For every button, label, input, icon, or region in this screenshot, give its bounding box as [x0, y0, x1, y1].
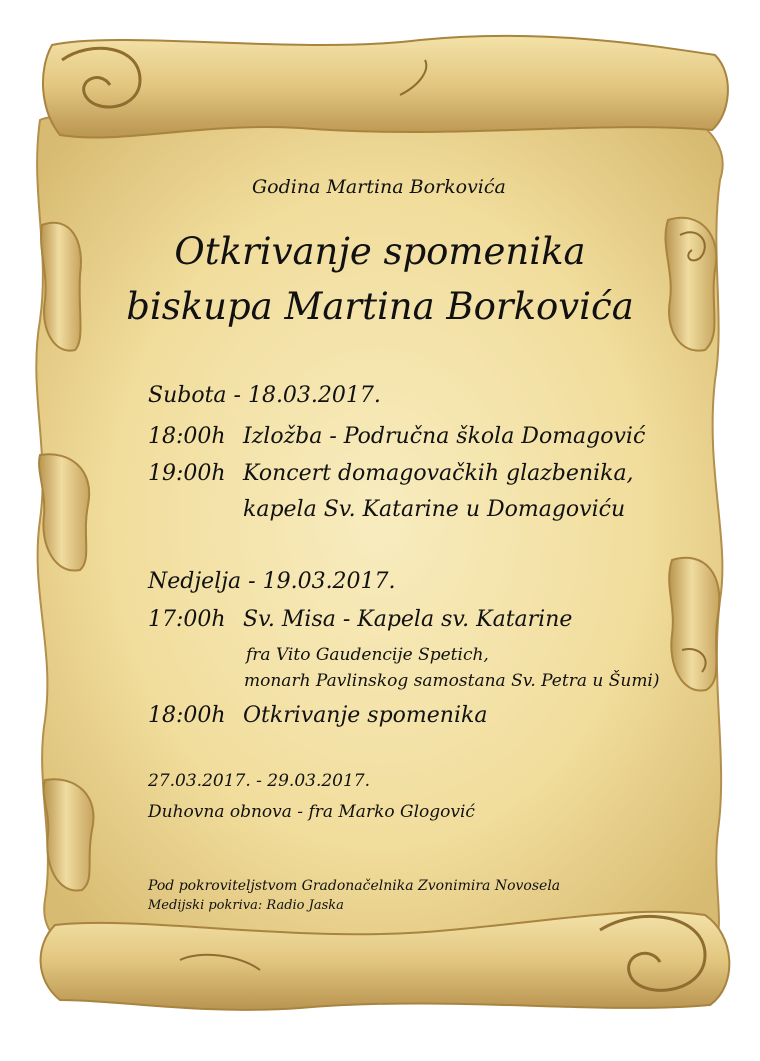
- item-time: 19:00h: [148, 461, 226, 486]
- item-time: 18:00h: [148, 703, 226, 728]
- mass-note-line-1: fra Vito Gaudencije Spetich,: [246, 645, 489, 665]
- media-note: Medijski pokriva: Radio Jaska: [148, 898, 344, 913]
- saturday-item-2-continuation: kapela Sv. Katarine u Domagoviću: [243, 497, 626, 522]
- item-text: Koncert domagovačkih glazbenika,: [243, 461, 634, 486]
- item-time: 18:00h: [148, 424, 226, 449]
- title-line-1: Otkrivanje spomenika: [174, 230, 586, 273]
- item-text: Izložba - Područna škola Domagović: [243, 424, 646, 449]
- sunday-heading: Nedjelja - 19.03.2017.: [148, 569, 396, 594]
- item-time: 17:00h: [148, 607, 226, 632]
- patronage-note: Pod pokroviteljstvom Gradonačelnika Zvonimira Novosela: [148, 878, 561, 894]
- retreat-dates: 27.03.2017. - 29.03.2017.: [148, 771, 371, 791]
- mass-note-line-2: monarh Pavlinskog samostana Sv. Petra u Šumi): [244, 671, 660, 691]
- item-text: Otkrivanje spomenika: [243, 703, 488, 728]
- title-line-2: biskupa Martina Borkovića: [126, 285, 634, 328]
- retreat-text: Duhovna obnova - fra Marko Glogović: [148, 802, 475, 822]
- saturday-heading: Subota - 18.03.2017.: [148, 383, 381, 408]
- item-text: Sv. Misa - Kapela sv. Katarine: [243, 607, 573, 632]
- event-kicker: Godina Martina Borkovića: [252, 176, 506, 198]
